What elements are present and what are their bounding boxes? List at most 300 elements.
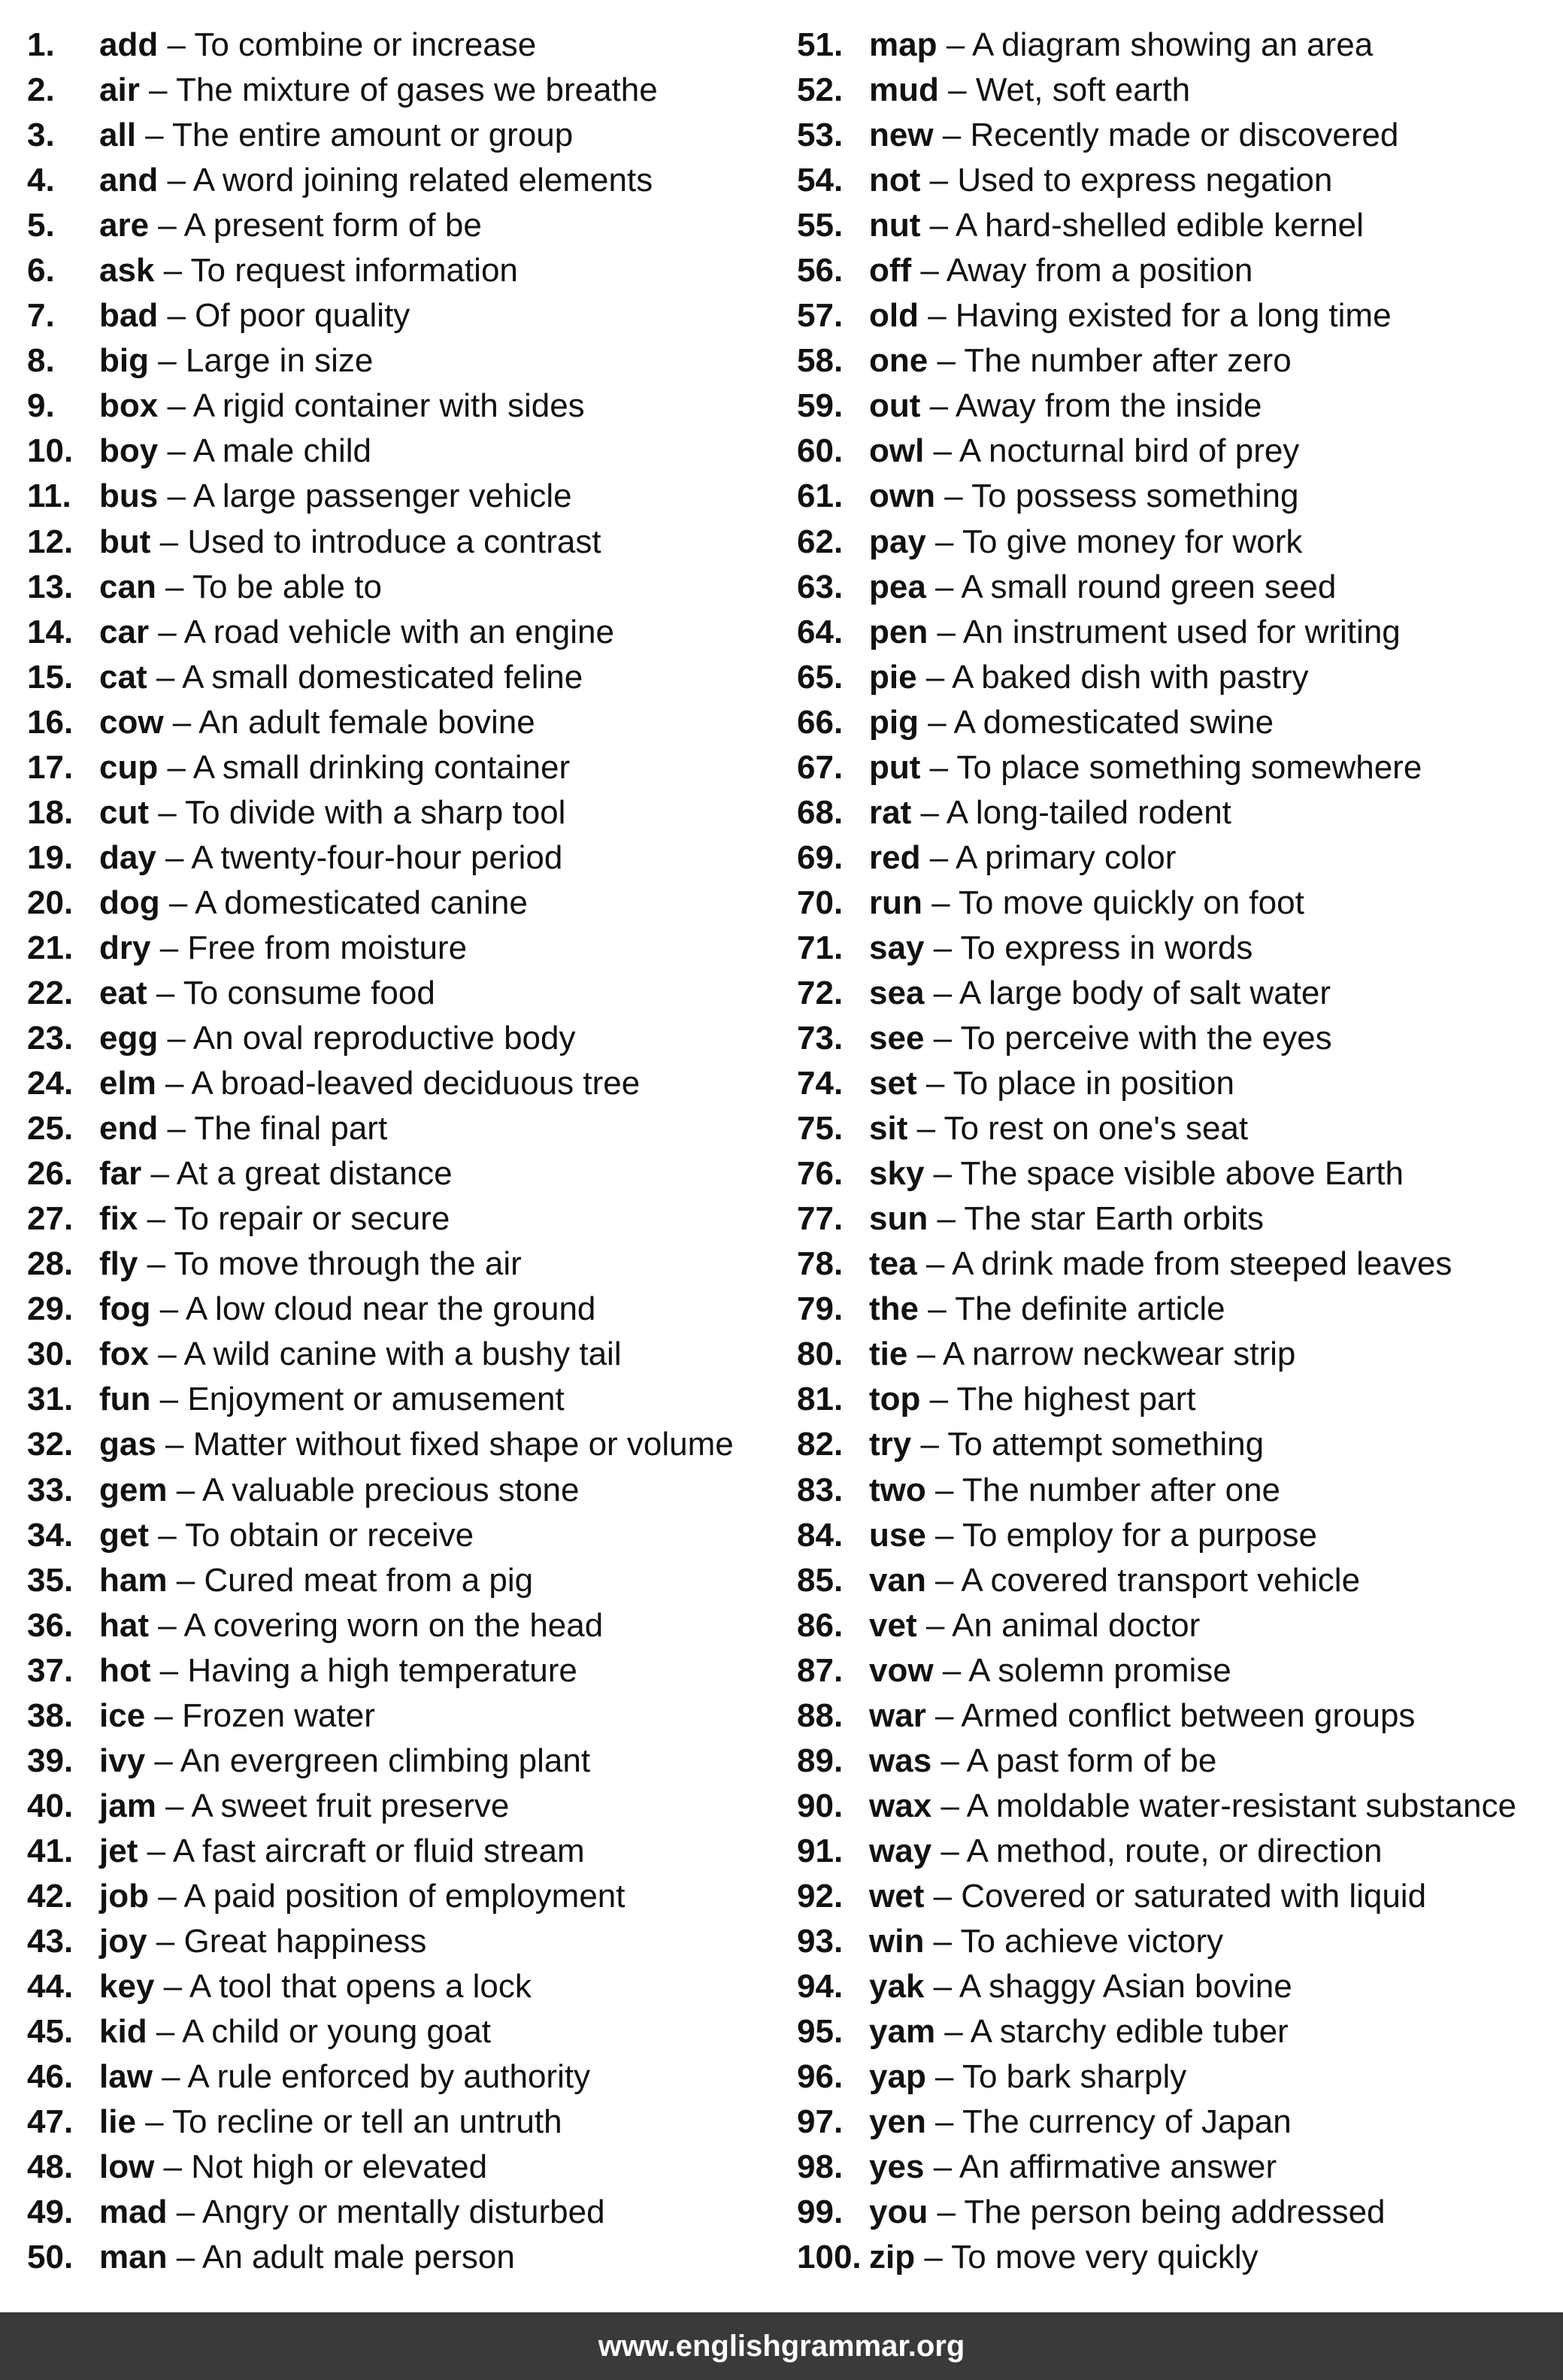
entry-number: 90. <box>797 1787 844 1824</box>
entry-definition: A small domesticated feline <box>182 658 583 696</box>
entry-separator: – <box>158 478 193 515</box>
word-entry <box>797 610 1556 655</box>
entry-text <box>869 1377 1196 1422</box>
entry-definition: A nocturnal bird of prey <box>959 432 1300 470</box>
entry-word: sea <box>869 974 925 1011</box>
entry-word: ivy <box>99 1742 146 1779</box>
entry-separator: – <box>916 1245 953 1283</box>
entry-separator: – <box>147 1922 184 1960</box>
entry-word: ask <box>99 252 155 290</box>
entry-word: hat <box>99 1606 149 1644</box>
entry-separator: – <box>925 2103 962 2141</box>
entry-number: 15. <box>27 658 74 696</box>
word-entry <box>27 23 779 68</box>
entry-number: 27. <box>27 1200 74 1238</box>
entry-word: war <box>869 1696 926 1734</box>
entry-separator: – <box>924 1877 962 1915</box>
word-entry <box>797 1377 1556 1422</box>
word-entry <box>797 1874 1556 1919</box>
entry-word: egg <box>99 1020 159 1057</box>
entry-separator: – <box>931 1742 967 1779</box>
entry-word: sun <box>869 1200 928 1238</box>
entry-word: cow <box>99 703 164 741</box>
word-entry <box>27 1513 779 1558</box>
entry-separator: – <box>156 568 192 605</box>
entry-number: 2. <box>27 71 55 109</box>
entry-text <box>869 1919 1223 1964</box>
word-entry <box>797 1693 1556 1739</box>
entry-definition: A moldable water-resistant substance <box>966 1787 1516 1824</box>
entry-definition: At a great distance <box>176 1155 453 1193</box>
entry-word: mud <box>869 71 939 109</box>
entry-number: 21. <box>27 929 74 966</box>
entry-word: get <box>99 1516 149 1554</box>
entry-word: lie <box>99 2103 136 2141</box>
word-entry <box>797 1106 1556 1151</box>
entry-separator: – <box>156 838 192 876</box>
entry-text <box>869 338 1292 384</box>
entry-separator: – <box>141 1155 177 1193</box>
entry-number: 94. <box>797 1968 844 2006</box>
entry-definition: A drink made from steeped leaves <box>952 1245 1452 1283</box>
entry-number: 59. <box>797 387 844 425</box>
entry-definition: Used to express negation <box>957 162 1333 199</box>
word-entry <box>797 338 1556 384</box>
entry-separator: – <box>925 523 962 560</box>
entry-word: owl <box>869 432 925 470</box>
word-entry <box>27 474 779 519</box>
entry-definition: Free from moisture <box>187 929 468 966</box>
entry-text <box>869 1151 1404 1196</box>
entry-word: tie <box>869 1336 908 1373</box>
entry-definition: To recline or tell an untruth <box>172 2103 562 2141</box>
entry-definition: Cured meat from a pig <box>204 1561 534 1599</box>
entry-word: jam <box>99 1787 156 1824</box>
word-entry <box>797 1332 1556 1377</box>
entry-word: new <box>869 117 934 154</box>
entry-definition: A child or young goat <box>182 2013 492 2051</box>
entry-separator: – <box>147 2013 183 2051</box>
entry-definition: An oval reproductive body <box>192 1020 576 1057</box>
entry-word: yes <box>869 2148 925 2186</box>
word-entry <box>797 203 1556 248</box>
entry-definition: Armed conflict between groups <box>961 1696 1416 1734</box>
entry-separator: – <box>150 1651 188 1689</box>
entry-separator: – <box>924 1922 961 1960</box>
entry-separator: – <box>934 478 972 515</box>
entry-text <box>869 926 1253 971</box>
entry-definition: Having existed for a long time <box>955 297 1392 335</box>
word-entry <box>797 429 1556 474</box>
entry-text <box>99 565 382 610</box>
entry-word: you <box>869 2194 928 2231</box>
entry-text <box>869 203 1364 248</box>
entry-definition: Away from a position <box>946 252 1253 290</box>
entry-word: try <box>869 1426 912 1463</box>
entry-word: jet <box>99 1832 138 1869</box>
entry-separator: – <box>924 1020 961 1057</box>
entry-word: own <box>869 478 935 515</box>
entry-number: 83. <box>797 1471 844 1508</box>
entry-text <box>99 610 614 655</box>
entry-text <box>99 1287 595 1332</box>
entry-word: put <box>869 748 921 786</box>
entry-separator: – <box>156 1065 192 1102</box>
word-entry <box>27 2100 779 2145</box>
entry-separator: – <box>924 1968 959 2006</box>
entry-definition: The currency of Japan <box>962 2103 1292 2141</box>
entry-text <box>869 1242 1452 1287</box>
entry-definition: An adult female bovine <box>198 703 535 741</box>
entry-separator: – <box>149 793 186 831</box>
entry-definition: To request information <box>190 252 518 290</box>
entry-number: 72. <box>797 974 844 1011</box>
entry-number: 77. <box>797 1200 844 1238</box>
entry-text <box>99 23 536 68</box>
word-entry <box>27 293 779 338</box>
entry-number: 24. <box>27 1065 74 1102</box>
entry-separator: – <box>152 2058 188 2096</box>
entry-definition: An evergreen climbing plant <box>180 1742 591 1779</box>
word-entry <box>27 1332 779 1377</box>
entry-number: 65. <box>797 658 844 696</box>
entry-separator: – <box>154 252 191 290</box>
entry-number: 4. <box>27 162 55 199</box>
word-entry <box>27 2190 779 2235</box>
entry-definition: A covered transport vehicle <box>961 1561 1361 1599</box>
entry-number: 57. <box>797 297 844 335</box>
entry-definition: A long-tailed rodent <box>946 793 1231 831</box>
entry-separator: – <box>918 297 956 335</box>
entry-number: 29. <box>27 1290 74 1328</box>
entry-number: 95. <box>797 2013 844 2051</box>
entry-definition: A low cloud near the ground <box>185 1290 596 1328</box>
entry-number: 88. <box>797 1696 844 1734</box>
entry-text <box>99 2235 515 2280</box>
entry-number: 43. <box>27 1922 74 1960</box>
entry-text <box>99 1377 565 1422</box>
entry-separator: – <box>158 387 193 425</box>
entry-text <box>99 835 562 881</box>
entry-number: 7. <box>27 297 55 335</box>
entry-text <box>99 881 528 926</box>
entry-separator: – <box>931 1832 967 1869</box>
entry-word: box <box>99 387 159 425</box>
entry-separator: – <box>156 1787 192 1824</box>
entry-number: 45. <box>27 2013 74 2051</box>
entry-separator: – <box>149 613 184 650</box>
entry-definition: Of poor quality <box>195 297 410 335</box>
entry-definition: Covered or saturated with liquid <box>961 1877 1427 1915</box>
entry-definition: Matter without fixed shape or volume <box>192 1426 734 1463</box>
word-entry <box>27 2054 779 2100</box>
entry-separator: – <box>916 1065 953 1102</box>
entry-word: are <box>99 207 150 244</box>
entry-word: big <box>99 342 149 380</box>
entry-definition: To employ for a purpose <box>962 1516 1317 1554</box>
word-entry <box>27 1829 779 1874</box>
word-entry <box>27 1648 779 1693</box>
word-entry <box>27 1016 779 1061</box>
word-entry <box>797 971 1556 1016</box>
entry-number: 63. <box>797 568 844 605</box>
word-list-column-left <box>27 23 779 2280</box>
entry-text <box>99 1784 509 1829</box>
entry-text <box>869 1332 1295 1377</box>
word-entry <box>27 1693 779 1739</box>
entry-word: elm <box>99 1065 156 1102</box>
entry-text <box>869 293 1392 338</box>
entry-separator: – <box>920 748 957 786</box>
word-entry <box>797 655 1556 700</box>
entry-number: 19. <box>27 838 74 876</box>
entry-text <box>99 2145 487 2190</box>
word-entry <box>27 745 779 790</box>
entry-separator: – <box>148 1877 184 1915</box>
entry-word: sky <box>869 1155 925 1193</box>
entry-text <box>869 2145 1277 2190</box>
entry-definition: An affirmative answer <box>959 2148 1277 2186</box>
entry-number: 97. <box>797 2103 844 2141</box>
entry-separator: – <box>158 297 195 335</box>
entry-text <box>99 1106 387 1151</box>
entry-separator: – <box>938 71 976 109</box>
entry-text <box>869 1603 1200 1648</box>
entry-definition: To give money for work <box>962 523 1303 560</box>
word-entry <box>797 926 1556 971</box>
word-entry <box>797 1648 1556 1693</box>
entry-word: bus <box>99 478 159 515</box>
word-entry <box>797 1287 1556 1332</box>
entry-text <box>99 1603 603 1648</box>
entry-number: 25. <box>27 1110 74 1148</box>
entry-text <box>99 474 572 519</box>
entry-word: boy <box>99 432 159 470</box>
entry-text <box>869 113 1398 158</box>
entry-text <box>869 1964 1292 2009</box>
entry-number: 80. <box>797 1336 844 1373</box>
entry-number: 82. <box>797 1426 844 1463</box>
entry-definition: Enjoyment or amusement <box>187 1381 565 1418</box>
entry-definition: To possess something <box>971 478 1299 515</box>
entry-separator: – <box>167 2194 202 2231</box>
entry-definition: The number after one <box>962 1471 1281 1508</box>
entry-number: 76. <box>797 1155 844 1193</box>
entry-text <box>99 971 435 1016</box>
word-entry <box>797 881 1556 926</box>
entry-text <box>99 338 373 384</box>
entry-definition: A small drinking container <box>192 748 571 786</box>
entry-number: 26. <box>27 1155 74 1193</box>
entry-word: gas <box>99 1426 156 1463</box>
entry-number: 33. <box>27 1471 74 1508</box>
entry-number: 17. <box>27 748 74 786</box>
entry-separator: – <box>148 342 186 380</box>
entry-text <box>99 1196 450 1242</box>
entry-definition: Angry or mentally disturbed <box>201 2194 605 2231</box>
entry-number: 100. <box>797 2239 862 2276</box>
footer-website-link[interactable]: www.englishgrammar.org <box>598 2329 965 2363</box>
entry-word: ice <box>99 1696 146 1734</box>
word-entry <box>797 474 1556 519</box>
entry-definition: To obtain or receive <box>185 1516 474 1554</box>
entry-text <box>99 1468 579 1513</box>
entry-definition: Used to introduce a contrast <box>187 523 601 560</box>
entry-definition: A tool that opens a lock <box>189 1968 532 2006</box>
entry-separator: – <box>158 748 193 786</box>
entry-separator: – <box>911 1426 948 1463</box>
word-entry <box>797 113 1556 158</box>
entry-definition: A paid position of employment <box>183 1877 626 1915</box>
entry-text <box>869 1106 1248 1151</box>
entry-separator: – <box>925 1696 962 1734</box>
word-entry <box>797 745 1556 790</box>
entry-text <box>869 1196 1264 1242</box>
entry-separator: – <box>150 523 188 560</box>
entry-number: 34. <box>27 1516 74 1554</box>
entry-word: kid <box>99 2013 147 2051</box>
word-entry <box>797 1784 1556 1829</box>
word-entry <box>797 293 1556 338</box>
entry-number: 53. <box>797 117 844 154</box>
entry-word: car <box>99 613 150 650</box>
entry-number: 11. <box>27 478 71 515</box>
entry-number: 52. <box>797 71 844 109</box>
entry-word: vow <box>869 1651 934 1689</box>
entry-separator: – <box>158 432 193 470</box>
entry-separator: – <box>928 1200 965 1238</box>
word-entry <box>27 1739 779 1784</box>
entry-definition: Having a high temperature <box>187 1651 577 1689</box>
entry-number: 38. <box>27 1696 74 1734</box>
entry-text <box>99 2054 590 2100</box>
entry-separator: – <box>158 1110 195 1148</box>
entry-number: 40. <box>27 1787 74 1824</box>
entry-word: low <box>99 2148 155 2186</box>
entry-text <box>869 1061 1234 1106</box>
footer-bar <box>0 2312 1563 2380</box>
entry-text <box>869 384 1262 429</box>
entry-text <box>869 610 1401 655</box>
entry-definition: To place in position <box>953 1065 1234 1102</box>
entry-number: 74. <box>797 1065 844 1102</box>
entry-number: 8. <box>27 342 55 380</box>
entry-text <box>99 1061 640 1106</box>
entry-word: pen <box>869 613 928 650</box>
entry-word: yap <box>869 2058 926 2096</box>
word-entry <box>27 248 779 293</box>
entry-text <box>869 881 1304 926</box>
entry-separator: – <box>147 974 183 1011</box>
entry-word: all <box>99 117 136 154</box>
entry-separator: – <box>928 342 965 380</box>
entry-separator: – <box>145 1696 183 1734</box>
entry-definition: A baked dish with pastry <box>952 658 1309 696</box>
word-entry <box>27 1151 779 1196</box>
entry-text <box>869 1422 1264 1467</box>
entry-number: 30. <box>27 1336 74 1373</box>
entry-word: wet <box>869 1877 925 1915</box>
entry-number: 78. <box>797 1245 844 1283</box>
entry-number: 85. <box>797 1561 844 1599</box>
entry-number: 35. <box>27 1561 74 1599</box>
entry-number: 55. <box>797 207 844 244</box>
entry-definition: A covering worn on the head <box>183 1606 604 1644</box>
entry-separator: – <box>145 1742 180 1779</box>
entry-word: gem <box>99 1471 168 1508</box>
entry-definition: Recently made or discovered <box>970 117 1399 154</box>
entry-text <box>869 2054 1186 2100</box>
word-entry <box>797 2235 1556 2280</box>
word-entry <box>797 1422 1556 1467</box>
word-entry <box>27 520 779 565</box>
entry-text <box>99 1874 626 1919</box>
entry-word: was <box>869 1742 932 1779</box>
entry-separator: – <box>933 1651 969 1689</box>
entry-number: 68. <box>797 793 844 831</box>
entry-word: fly <box>99 1245 138 1283</box>
entry-text <box>99 926 467 971</box>
entry-definition: A road vehicle with an engine <box>183 613 614 650</box>
entry-number: 89. <box>797 1742 844 1779</box>
entry-word: off <box>869 252 912 290</box>
entry-number: 60. <box>797 432 844 470</box>
entry-separator: – <box>935 2013 971 2051</box>
entry-separator: – <box>920 387 956 425</box>
entry-separator: – <box>911 252 947 290</box>
entry-number: 84. <box>797 1516 844 1554</box>
entry-separator: – <box>925 1561 962 1599</box>
entry-separator: – <box>924 1155 961 1193</box>
word-entry <box>797 790 1556 835</box>
entry-text <box>869 1558 1360 1603</box>
entry-separator: – <box>924 2148 959 2186</box>
entry-number: 39. <box>27 1742 74 1779</box>
entry-text <box>99 2009 491 2054</box>
entry-separator: – <box>919 1290 956 1328</box>
entry-definition: To place something somewhere <box>956 748 1422 786</box>
entry-text <box>99 1513 474 1558</box>
entry-separator: – <box>918 703 954 741</box>
entry-word: say <box>869 929 925 966</box>
entry-text <box>869 565 1336 610</box>
word-entry <box>27 610 779 655</box>
entry-separator: – <box>149 1606 184 1644</box>
entry-text <box>869 2009 1289 2054</box>
entry-text <box>99 1739 590 1784</box>
entry-separator: – <box>149 207 184 244</box>
word-entry <box>27 1784 779 1829</box>
entry-word: top <box>869 1381 921 1418</box>
entry-text <box>99 1648 577 1693</box>
entry-separator: – <box>907 1336 943 1373</box>
entry-separator: – <box>925 1471 962 1508</box>
entry-number: 93. <box>797 1922 844 1960</box>
entry-number: 66. <box>797 703 844 741</box>
entry-number: 10. <box>27 432 74 470</box>
entry-text <box>99 384 585 429</box>
entry-text <box>99 1422 734 1467</box>
entry-word: dog <box>99 884 160 921</box>
entry-number: 99. <box>797 2194 844 2231</box>
entry-separator: – <box>916 1606 953 1644</box>
entry-separator: – <box>924 929 961 966</box>
entry-word: pie <box>869 658 917 696</box>
entry-number: 42. <box>27 1877 74 1915</box>
word-entry <box>27 1603 779 1648</box>
entry-word: fun <box>99 1381 151 1418</box>
word-entry <box>797 565 1556 610</box>
